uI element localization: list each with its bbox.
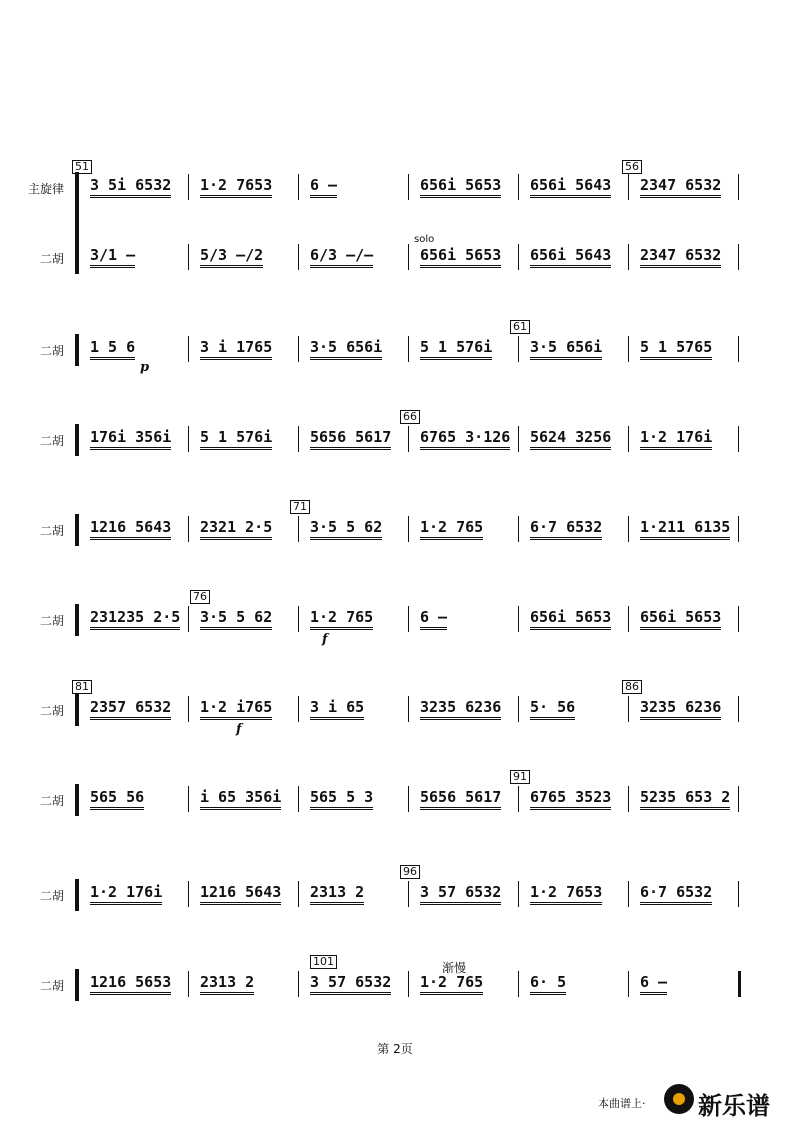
barline — [298, 971, 299, 997]
barline — [628, 426, 629, 452]
dynamic-mark: f — [236, 722, 242, 737]
measure — [530, 698, 575, 716]
note-group: 565 5 3 — [310, 788, 373, 810]
rehearsal-number: 56 — [622, 160, 642, 174]
barline — [298, 786, 299, 812]
barline — [628, 516, 629, 542]
rehearsal-number: 101 — [310, 955, 337, 969]
measure — [420, 518, 483, 536]
system-brace — [75, 514, 79, 546]
instrument-label: 二胡 — [40, 434, 65, 448]
measure — [200, 973, 254, 991]
barline — [408, 244, 409, 270]
barline — [518, 696, 519, 722]
instrument-label: 二胡 — [40, 614, 65, 628]
note-group: 1216 5643 — [90, 518, 171, 540]
measure — [640, 973, 667, 991]
note-group: 1·211 6135 — [640, 518, 730, 540]
barline — [298, 426, 299, 452]
measure — [420, 883, 501, 901]
system-brace — [75, 172, 79, 274]
system-2 — [0, 320, 790, 375]
measure — [420, 428, 510, 446]
system-brace — [75, 879, 79, 911]
measure — [640, 788, 730, 806]
instrument-label: 二胡 — [40, 252, 65, 266]
note-group: 1·2 176i — [90, 883, 162, 905]
barline — [518, 174, 519, 200]
note-group: 1·2 i765 — [200, 698, 272, 720]
barline — [628, 696, 629, 722]
barline — [738, 696, 739, 722]
barline — [408, 881, 409, 907]
barline — [408, 786, 409, 812]
measure — [200, 518, 272, 536]
barline — [738, 426, 739, 452]
note-group: 6765 3523 — [530, 788, 611, 810]
measure — [420, 608, 447, 626]
measure — [310, 973, 391, 991]
measure — [530, 788, 611, 806]
barline — [518, 244, 519, 270]
barline — [298, 244, 299, 270]
barline — [518, 606, 519, 632]
barline — [408, 606, 409, 632]
measure — [200, 246, 263, 264]
instrument-label: 二胡 — [40, 794, 65, 808]
measure — [200, 698, 272, 716]
note-group: 3 i 65 — [310, 698, 364, 720]
barline — [188, 696, 189, 722]
barline — [188, 174, 189, 200]
barline — [738, 244, 739, 270]
measure — [90, 246, 135, 264]
solo-mark: solo — [414, 234, 435, 245]
rehearsal-number: 71 — [290, 500, 310, 514]
measure — [90, 698, 171, 716]
note-group: 6· 5 — [530, 973, 566, 995]
note-group: i 65 356i — [200, 788, 281, 810]
note-group: 1216 5653 — [90, 973, 171, 995]
measure — [310, 428, 391, 446]
barline — [628, 174, 629, 200]
measure — [420, 246, 501, 264]
measure — [90, 973, 171, 991]
barline — [738, 971, 741, 997]
barline — [738, 786, 739, 812]
credit-text: 本曲谱上· — [598, 1097, 646, 1110]
system-5 — [0, 590, 790, 647]
instrument-label: 二胡 — [40, 889, 65, 903]
barline — [298, 606, 299, 632]
brand-name: 新乐谱 — [698, 1092, 770, 1120]
note-group: 231235 2·5 — [90, 608, 180, 630]
measure — [420, 338, 492, 356]
note-group: 3·5 656i — [530, 338, 602, 360]
measure — [90, 176, 171, 194]
page-number: 第 2页 — [377, 1042, 413, 1056]
note-group: 3 5i 6532 — [90, 176, 171, 198]
measure — [200, 883, 281, 901]
record-logo-icon — [664, 1084, 694, 1114]
measure — [640, 518, 730, 536]
measure — [530, 883, 602, 901]
rehearsal-number: 86 — [622, 680, 642, 694]
measure — [530, 518, 602, 536]
measure — [420, 176, 501, 194]
system-brace — [75, 969, 79, 1001]
note-group: 2347 6532 — [640, 176, 721, 198]
note-group: 5· 56 — [530, 698, 575, 720]
note-group: 5 1 576i — [420, 338, 492, 360]
note-group: 2321 2·5 — [200, 518, 272, 540]
note-group: 3·5 656i — [310, 338, 382, 360]
note-group: 1·2 7653 — [200, 176, 272, 198]
note-group: 1·2 765 — [310, 608, 373, 630]
barline — [738, 174, 739, 200]
dynamic-mark: p — [140, 360, 150, 375]
dynamic-mark: f — [322, 632, 328, 647]
barline — [298, 516, 299, 542]
barline — [188, 881, 189, 907]
barline — [628, 971, 629, 997]
barline — [298, 336, 299, 362]
note-group: 6 – — [640, 973, 667, 995]
measure — [310, 608, 373, 626]
system-brace — [75, 604, 79, 636]
rehearsal-number: 61 — [510, 320, 530, 334]
rehearsal-number: 81 — [72, 680, 92, 694]
instrument-label: 二胡 — [40, 979, 65, 993]
instrument-label: 主旋律 — [28, 182, 65, 196]
note-group: 6·7 6532 — [530, 518, 602, 540]
system-brace — [75, 694, 79, 726]
measure — [90, 788, 144, 806]
measure — [640, 428, 712, 446]
measure — [90, 428, 171, 446]
barline — [518, 336, 519, 362]
note-group: 2313 2 — [200, 973, 254, 995]
system-7 — [0, 770, 790, 820]
measure — [310, 518, 382, 536]
system-brace — [75, 784, 79, 816]
measure — [310, 883, 364, 901]
note-group: 5656 5617 — [310, 428, 391, 450]
system-brace — [75, 424, 79, 456]
barline — [298, 696, 299, 722]
note-group: 2347 6532 — [640, 246, 721, 268]
rehearsal-number: 91 — [510, 770, 530, 784]
note-group: 3 i 1765 — [200, 338, 272, 360]
measure — [640, 246, 721, 264]
note-group: 1·2 7653 — [530, 883, 602, 905]
measure — [530, 973, 566, 991]
measure — [640, 608, 721, 626]
rehearsal-number: 66 — [400, 410, 420, 424]
note-group: 3235 6236 — [640, 698, 721, 720]
note-group: 6 – — [420, 608, 447, 630]
measure — [640, 883, 712, 901]
barline — [188, 606, 189, 632]
measure — [640, 698, 721, 716]
note-group: 5624 3256 — [530, 428, 611, 450]
note-group: 6·7 6532 — [640, 883, 712, 905]
barline — [188, 971, 189, 997]
barline — [408, 336, 409, 362]
barline — [408, 426, 409, 452]
measure — [90, 608, 180, 626]
barline — [738, 336, 739, 362]
barline — [518, 971, 519, 997]
rehearsal-number: 51 — [72, 160, 92, 174]
measure — [90, 518, 171, 536]
system-3 — [0, 410, 790, 460]
note-group: 5656 5617 — [420, 788, 501, 810]
measure — [90, 883, 162, 901]
barline — [188, 516, 189, 542]
barline — [628, 244, 629, 270]
measure — [530, 608, 611, 626]
note-group: 6/3 –/– — [310, 246, 373, 268]
measure — [530, 176, 611, 194]
barline — [518, 516, 519, 542]
barline — [188, 336, 189, 362]
barline — [738, 606, 739, 632]
barline — [408, 971, 409, 997]
note-group: 5 1 576i — [200, 428, 272, 450]
note-group: 656i 5643 — [530, 246, 611, 268]
measure — [200, 338, 272, 356]
rehearsal-number: 76 — [190, 590, 210, 604]
measure — [310, 788, 373, 806]
note-group: 3 57 6532 — [420, 883, 501, 905]
measure — [420, 698, 501, 716]
barline — [738, 516, 739, 542]
measure — [200, 788, 281, 806]
measure — [420, 788, 501, 806]
note-group: 656i 5653 — [530, 608, 611, 630]
note-group: 5/3 –/2 — [200, 246, 263, 268]
barline — [298, 174, 299, 200]
barline — [408, 696, 409, 722]
note-group: 3 57 6532 — [310, 973, 391, 995]
note-group: 1·2 765 — [420, 518, 483, 540]
barline — [518, 786, 519, 812]
note-group: 5 1 5765 — [640, 338, 712, 360]
note-group: 565 56 — [90, 788, 144, 810]
system-6 — [0, 680, 790, 737]
barline — [518, 881, 519, 907]
rehearsal-number: 96 — [400, 865, 420, 879]
measure — [640, 338, 712, 356]
measure — [200, 176, 272, 194]
barline — [188, 786, 189, 812]
note-group: 656i 5653 — [420, 246, 501, 268]
instrument-label: 二胡 — [40, 524, 65, 538]
instrument-label: 二胡 — [40, 344, 65, 358]
measure — [310, 338, 382, 356]
barline — [628, 881, 629, 907]
note-group: 2313 2 — [310, 883, 364, 905]
note-group: 176i 356i — [90, 428, 171, 450]
note-group: 656i 5643 — [530, 176, 611, 198]
note-group: 3235 6236 — [420, 698, 501, 720]
barline — [628, 786, 629, 812]
measure — [530, 246, 611, 264]
barline — [738, 881, 739, 907]
measure — [90, 338, 135, 356]
measure — [200, 608, 272, 626]
note-group: 5235 653 2 — [640, 788, 730, 810]
tempo-mark: 渐慢 — [442, 961, 467, 975]
note-group: 3·5 5 62 — [200, 608, 272, 630]
note-group: 1216 5643 — [200, 883, 281, 905]
instrument-label: 二胡 — [40, 704, 65, 718]
note-group: 656i 5653 — [420, 176, 501, 198]
note-group: 1·2 176i — [640, 428, 712, 450]
system-brace — [75, 334, 79, 366]
measure — [640, 176, 721, 194]
barline — [518, 426, 519, 452]
note-group: 656i 5653 — [640, 608, 721, 630]
barline — [298, 881, 299, 907]
note-group: 6 – — [310, 176, 337, 198]
system-8 — [0, 865, 790, 915]
note-group: 3/1 – — [90, 246, 135, 268]
system-9 — [0, 955, 790, 1005]
system-1 — [0, 160, 790, 278]
barline — [408, 516, 409, 542]
note-group: 2357 6532 — [90, 698, 171, 720]
measure — [310, 698, 364, 716]
measure — [200, 428, 272, 446]
barline — [628, 336, 629, 362]
measure — [310, 176, 337, 194]
barline — [628, 606, 629, 632]
note-group: 6765 3·126 — [420, 428, 510, 450]
barline — [188, 426, 189, 452]
system-4 — [0, 500, 790, 550]
barline — [408, 174, 409, 200]
note-group: 1·2 765 — [420, 973, 483, 995]
measure — [530, 338, 602, 356]
measure — [310, 246, 373, 264]
measure — [530, 428, 611, 446]
note-group: 3·5 5 62 — [310, 518, 382, 540]
note-group: 1 5 6 — [90, 338, 135, 360]
barline — [188, 244, 189, 270]
